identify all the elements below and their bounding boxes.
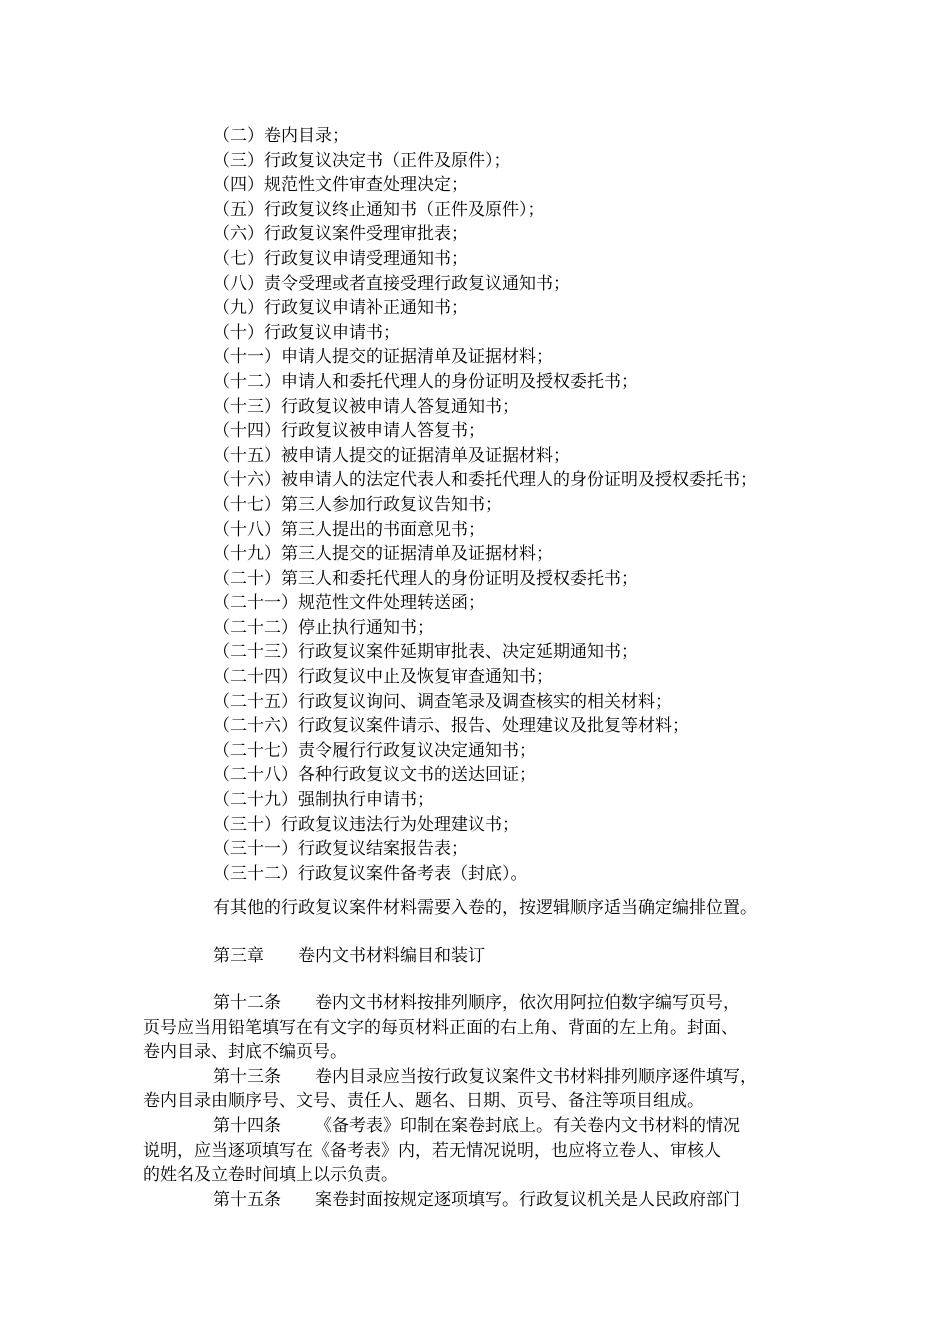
list-item: （十九）第三人提交的证据清单及证据材料； bbox=[213, 544, 553, 565]
article-text: 卷内文书材料按排列顺序，依次用阿拉伯数字编写页号， bbox=[315, 993, 740, 1013]
list-item: （二十七）责令履行行政复议决定通知书； bbox=[213, 740, 536, 761]
article-heading: 第十二条 bbox=[213, 993, 281, 1013]
list-item: （二十五）行政复议询问、调查笔录及调查核实的相关材料； bbox=[213, 691, 672, 712]
list-item: （四）规范性文件审查处理决定； bbox=[213, 175, 468, 196]
list-item: （九）行政复议申请补正通知书； bbox=[213, 298, 468, 319]
list-item: （三）行政复议决定书（正件及原件）； bbox=[213, 150, 511, 171]
list-item: （十一）申请人提交的证据清单及证据材料； bbox=[213, 347, 553, 368]
chapter-title: 卷内文书材料编目和装订 bbox=[298, 946, 485, 966]
list-item: （三十二）行政复议案件备考表（封底）。 bbox=[213, 863, 528, 884]
article-text-line: 说明，应当逐项填写在《备考表》内，若无情况说明，也应将立卷人、审核人 bbox=[143, 1140, 721, 1161]
closing-paragraph: 有其他的行政复议案件材料需要入卷的，按逻辑顺序适当确定编排位置。 bbox=[213, 898, 757, 918]
article-text: 卷内目录应当按行政复议案件文书材料排列顺序逐件填写， bbox=[315, 1066, 757, 1087]
article-text: 《备考表》印制在案卷封底上。有关卷内文书材料的情况 bbox=[315, 1115, 740, 1136]
list-item: （二十九）强制执行申请书； bbox=[213, 790, 434, 811]
list-item: （二十一）规范性文件处理转送函； bbox=[213, 593, 485, 614]
article-15-first-line bbox=[143, 1188, 808, 1213]
list-item: （十六）被申请人的法定代表人和委托代理人的身份证明及授权委托书； bbox=[213, 470, 757, 491]
list-item: （十二）申请人和委托代理人的身份证明及授权委托书； bbox=[213, 371, 638, 392]
article-text: 案卷封面按规定逐项填写。行政复议机关是人民政府部门 bbox=[315, 1189, 740, 1210]
file-order-list bbox=[213, 124, 853, 886]
list-item: （二十）第三人和委托代理人的身份证明及授权委托书； bbox=[213, 568, 638, 589]
list-item: （二十八）各种行政复议文书的送达回证； bbox=[213, 765, 536, 786]
list-item: （二十三）行政复议案件延期审批表、决定延期通知书； bbox=[213, 642, 638, 663]
list-item: （三十一）行政复议结案报告表； bbox=[213, 839, 468, 860]
list-item: （十）行政复议申请书； bbox=[213, 322, 400, 343]
article-text-line: 页号应当用铅笔填写在有文字的每页材料正面的右上角、背面的左上角。封面、 bbox=[143, 1017, 738, 1038]
article-text-line: 卷内目录由顺序号、文号、责任人、题名、日期、页号、备注等项目组成。 bbox=[143, 1091, 704, 1112]
article-heading: 第十四条 bbox=[213, 1115, 281, 1136]
article-heading: 第十三条 bbox=[213, 1066, 281, 1087]
list-item: （十八）第三人提出的书面意见书； bbox=[213, 519, 485, 540]
chapter-heading bbox=[213, 944, 485, 968]
list-item: （二十四）行政复议中止及恢复审查通知书； bbox=[213, 667, 553, 688]
chapter-number: 第三章 bbox=[213, 946, 264, 966]
list-item: （二）卷内目录； bbox=[213, 126, 349, 146]
list-item: （七）行政复议申请受理通知书； bbox=[213, 248, 468, 269]
list-item: （十四）行政复议被申请人答复书； bbox=[213, 421, 485, 442]
list-item: （八）责令受理或者直接受理行政复议通知书； bbox=[213, 273, 570, 294]
article-14-first-line bbox=[143, 1114, 808, 1139]
article-heading: 第十五条 bbox=[213, 1189, 281, 1210]
list-item: （二十六）行政复议案件请示、报告、处理建议及批复等材料； bbox=[213, 716, 689, 737]
article-12-first-line bbox=[143, 991, 808, 1016]
list-item: （五）行政复议终止通知书（正件及原件）； bbox=[213, 199, 545, 220]
list-item: （二十二）停止执行通知书； bbox=[213, 617, 434, 638]
list-item: （三十）行政复议违法行为处理建议书； bbox=[213, 814, 519, 835]
list-item: （十三）行政复议被申请人答复通知书； bbox=[213, 396, 519, 417]
list-item: （十七）第三人参加行政复议告知书； bbox=[213, 494, 502, 515]
list-item: （十五）被申请人提交的证据清单及证据材料； bbox=[213, 445, 570, 466]
article-13-first-line bbox=[143, 1065, 808, 1090]
list-item: （六）行政复议案件受理审批表； bbox=[213, 224, 468, 245]
article-text-line: 卷内目录、封底不编页号。 bbox=[143, 1042, 347, 1063]
article-text-line: 的姓名及立卷时间填上以示负责。 bbox=[143, 1165, 398, 1186]
articles-section bbox=[143, 991, 808, 1212]
